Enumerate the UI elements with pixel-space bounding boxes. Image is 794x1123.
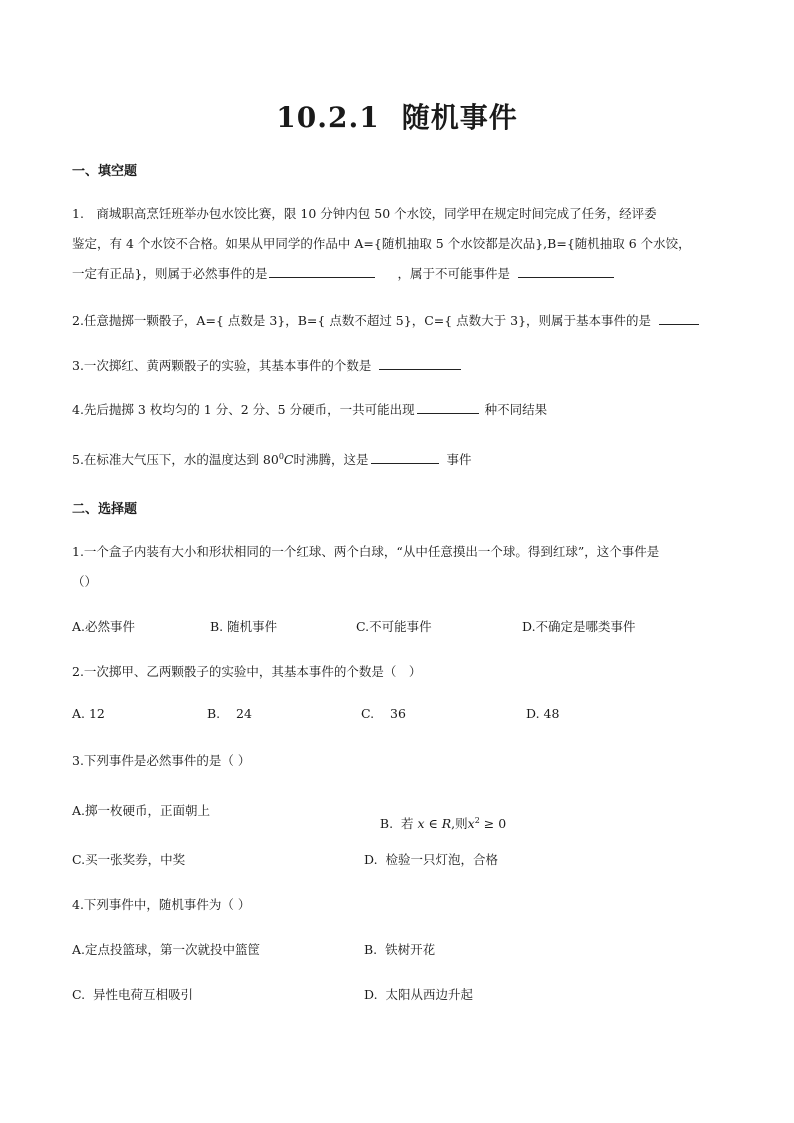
choice-q3-option-c[interactable]: C.买一张奖券，中奖 xyxy=(72,852,186,867)
choice-q1-line1: 1.一个盒子内装有大小和形状相同的一个红球、两个白球，“从中任意摸出一个球。得到红球”，这个事件是 xyxy=(72,544,660,559)
fill-q4-text-a: 4.先后抛掷 3 枚均匀的 1 分、2 分、5 分硬币，一共可能出现 xyxy=(72,402,415,417)
choice-q2-option-c[interactable]: C. 36 xyxy=(361,706,406,721)
fill-q5-degree: 0 xyxy=(278,452,284,461)
choice-q1-option-d[interactable]: D.不确定是哪类事件 xyxy=(522,619,636,634)
choice-q4-option-c[interactable]: C. 异性电荷互相吸引 xyxy=(72,987,194,1002)
choice-q3-option-b[interactable] xyxy=(364,799,506,847)
choice-q2-option-d[interactable]: D. 48 xyxy=(526,706,560,721)
choice-q3-option-d[interactable]: D. 检验一只灯泡，合格 xyxy=(364,852,498,867)
fill-q3-text: 3.一次掷红、黄两颗骰子的实验，其基本事件的个数是 xyxy=(72,358,372,373)
choice-q4-option-b[interactable]: B. 铁树开花 xyxy=(364,942,436,957)
fill-q5-text-a: 5.在标准大气压下，水的温度达到 80 xyxy=(72,452,279,467)
fill-q5-blank[interactable] xyxy=(371,450,439,464)
choice-q3-stem: 3.下列事件是必然事件的是（ ） xyxy=(72,753,251,768)
page-title xyxy=(0,96,794,136)
fill-q1-blank-1[interactable] xyxy=(269,264,375,278)
choice-q1-option-c[interactable]: C.不可能事件 xyxy=(356,619,432,634)
choice-q3-option-b-prefix: B. 若 xyxy=(379,816,414,831)
fill-q1-line2: 鉴定，有 4 个水饺不合格。如果从甲同学的作品中 A={随机抽取 5 个水饺都是次品},B={随机抽取 6 个水饺， xyxy=(72,236,691,251)
section-fill-heading: 一、填空题 xyxy=(72,164,138,179)
title-number: 10.2.1 xyxy=(276,101,380,134)
choice-q3-option-b-condition: x ∈ R xyxy=(417,816,452,831)
fill-q2-blank[interactable] xyxy=(659,311,699,325)
title-text: 随机事件 xyxy=(401,101,518,134)
choice-q3-option-b-then: ,则 xyxy=(451,816,468,831)
choice-q4-option-a[interactable]: A.定点投篮球，第一次就投中篮筐 xyxy=(72,942,261,957)
choice-q2-option-b[interactable]: B. 24 xyxy=(207,706,252,721)
choice-q2-option-a[interactable]: A. 12 xyxy=(72,706,105,721)
fill-q2 xyxy=(72,311,701,329)
choice-q3-option-b-exponent: 2 xyxy=(474,816,480,825)
fill-q3-blank[interactable] xyxy=(379,356,461,370)
choice-q3-option-b-inequality: ≥ 0 xyxy=(479,816,507,831)
choice-q4-option-d[interactable]: D. 太阳从西边升起 xyxy=(364,987,473,1002)
fill-q5-celsius: C xyxy=(283,452,294,467)
choice-q1-line2: （） xyxy=(72,574,98,589)
fill-q1-line3 xyxy=(72,264,616,282)
fill-q1-text-b: ，属于不可能事件是 xyxy=(397,266,510,281)
choice-q1-option-a[interactable]: A.必然事件 xyxy=(72,619,136,634)
fill-q1-line1: 1. 商城职高烹饪班举办包水饺比赛，限 10 分钟内包 50 个水饺，同学甲在规定时间完成了任务，经评委 xyxy=(72,206,657,221)
section-choice-heading: 二、选择题 xyxy=(72,502,138,517)
choice-q4-stem: 4.下列事件中，随机事件为（ ） xyxy=(72,897,251,912)
fill-q2-text: 2.任意抛掷一颗骰子，A={ 点数是 3}，B={ 点数不超过 5}，C={ 点数大于 3}，则属于基本事件的是 xyxy=(72,313,652,328)
fill-q1-text-a: 一定有正品}，则属于必然事件的是 xyxy=(72,266,268,281)
fill-q3 xyxy=(72,356,463,374)
choice-q1-option-b[interactable]: B. 随机事件 xyxy=(210,619,278,634)
fill-q1-blank-2[interactable] xyxy=(518,264,614,278)
fill-q5-text-d: 事件 xyxy=(446,452,472,467)
choice-q3-option-a[interactable]: A.掷一枚硬币，正面朝上 xyxy=(72,803,211,818)
fill-q5 xyxy=(72,450,472,468)
fill-q4-blank[interactable] xyxy=(417,400,479,414)
fill-q4 xyxy=(72,400,547,418)
choice-q2-stem: 2.一次掷甲、乙两颗骰子的实验中，其基本事件的个数是（ ） xyxy=(72,664,422,679)
fill-q5-text-b: 时沸腾，这是 xyxy=(293,452,369,467)
fill-q4-text-b: 种不同结果 xyxy=(484,402,548,417)
choice-q3-option-b-x: x xyxy=(467,816,475,831)
